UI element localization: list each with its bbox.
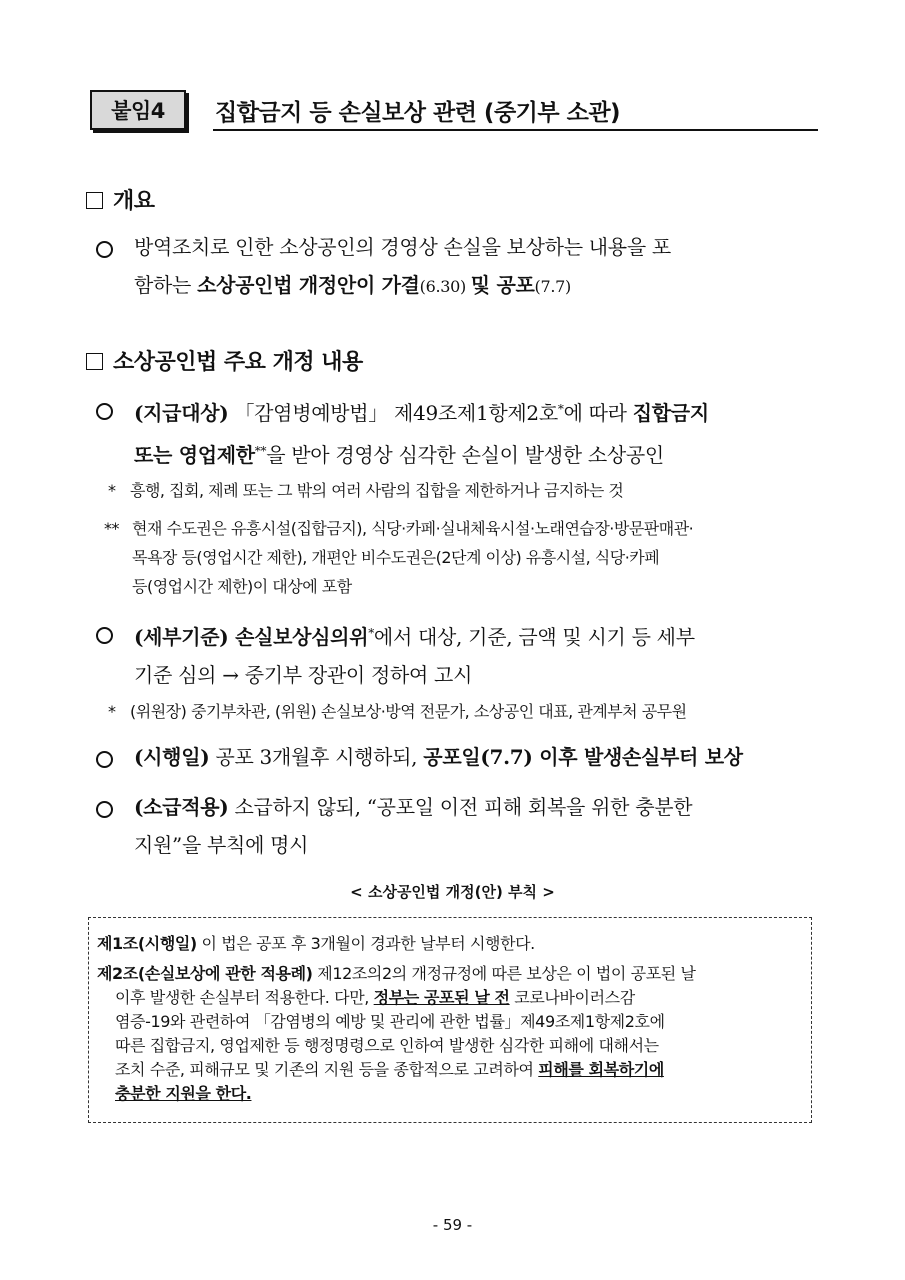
circle-bullet-icon [96,751,113,768]
criteria-footnote: * (위원장) 중기부차관, (위원) 손실보상·방역 전문가, 소상공인 대표, 관계부처 공무원 [108,702,687,721]
article-1: 제1조(시행일) 이 법은 공포 후 3개월이 경과한 날부터 시행한다. [97,934,535,953]
attachment-tag [90,90,186,130]
circle-bullet-icon [96,627,113,644]
target-line-1: (지급대상) 「감염병예방법」 제49조제1항제2호*에 따라 집합금지 [134,401,709,425]
section-overview-heading [86,184,155,215]
circle-bullet-icon [96,241,113,258]
checkbox-square-icon [86,353,103,370]
overview-line-2: 함하는 소상공인법 개정안이 가결(6.30) 및 공포(7.7) [134,273,571,297]
section-title: 소상공인법 주요 개정 내용 [113,350,363,375]
target-footnote-2: ** 현재 수도권은 유흥시설(집합금지), 식당·카페·실내체육시설·노래연습장·방문판매관· 목욕장 등(영업시간 제한), 개편안 비수도권은(2단계 이상) 유흥시설, 식당·카페 등(영업시간 제한)이 대상에 포함 [104,519,694,596]
retro-line-1: (소급적용) 소급하지 않되, “공포일 이전 피해 회복을 위한 충분한 [134,795,693,819]
page-number: - 59 - [432,1216,473,1234]
overview-item [96,228,826,306]
appendix-caption: < 소상공인법 개정(안) 부칙 > [350,883,555,901]
attachment-tag-label: 붙임4 [111,99,165,123]
effective-date-item: (시행일) 공포 3개월후 시행하되, 공포일(7.7) 이후 발생손실부터 보상 [96,738,826,776]
criteria-line-1: (세부기준) 손실보상심의위*에서 대상, 기준, 금액 및 시기 등 세부 [134,625,695,649]
section-amendment-heading [86,345,363,376]
law-excerpt-box [88,917,812,1123]
overview-line-1: 방역조치로 인한 소상공인의 경영상 손실을 보상하는 내용을 포 [134,235,671,259]
target-item [96,390,826,474]
criteria-item [96,614,826,694]
target-footnote-1: * 흥행, 집회, 제례 또는 그 밖의 여러 사람의 집합을 제한하거나 금지하는 것 [108,481,624,500]
target-line-2: 또는 영업제한**을 받아 경영상 심각한 손실이 발생한 소상공인 [134,443,664,467]
circle-bullet-icon [96,801,113,818]
title-underline [213,129,818,131]
circle-bullet-icon [96,403,113,420]
page-title: 집합금지 등 손실보상 관련 (중기부 소관) [215,100,621,126]
retroactive-item [96,788,826,864]
article-2: 제2조(손실보상에 관한 적용례) 제12조의2의 개정규정에 따른 보상은 이 법이 공포된 날 이후 발생한 손실부터 적용한다. 다만, 정부는 공포된 날 전 코로나바이러스감 염증-19와 관련하여 「감염병의 예방 및 관리에 관한 법률」제49조제1항제2호에 따른 집합금지, 영업제한 등 행정명령으로 인하여 발생한 심각한 피해에 대해서는 조치 수준, 피해규모 및 기존의 지원 등을 종합적으로 고려하여 피해를 회복하기에 충분한 지원을 한다. [97,964,696,1103]
retro-line-2: 지원”을 부칙에 명시 [134,833,309,857]
section-title: 개요 [113,189,155,214]
checkbox-square-icon [86,192,103,209]
criteria-line-2: 기준 심의 → 중기부 장관이 정하여 고시 [134,663,473,687]
